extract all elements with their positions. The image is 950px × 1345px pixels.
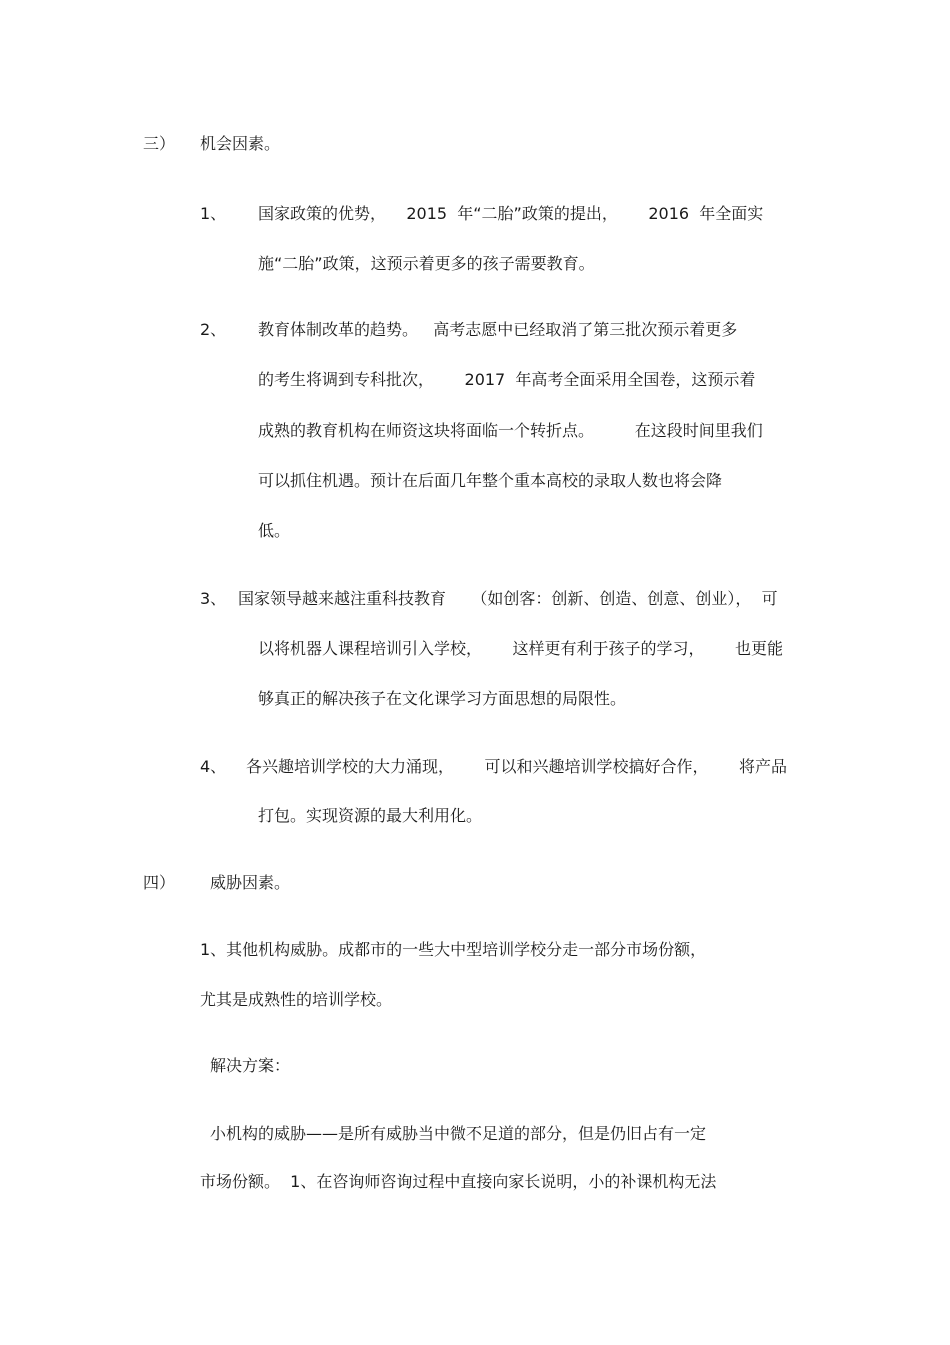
item-1-number: 1、 [200, 204, 227, 223]
item-3-line-3: 够真正的解决孩子在文化课学习方面思想的局限性。 [258, 689, 627, 708]
item-2-line-5: 低。 [258, 521, 291, 540]
section-4-number: 四） [143, 873, 176, 892]
item-1-line-2: 施“二胎”政策，这预示着更多的孩子需要教育。 [258, 254, 595, 273]
item-2-line-3: 成熟的教育机构在师资这块将面临一个转折点。 在这段时间里我们 [258, 421, 763, 440]
section-3-number: 三） [143, 134, 176, 153]
item-3-line-2: 以将机器人课程培训引入学校， 这样更有利于孩子的学习， 也更能 [258, 639, 784, 658]
section-4-title: 威胁因素。 [210, 873, 291, 892]
item-2-line-2: 的考生将调到专科批次， 2017 年高考全面采用全国卷，这预示着 [258, 370, 756, 389]
item-3-line-1: 国家领导越来越注重科技教育 （如创客：创新、创造、创意、创业）， 可 [238, 589, 778, 608]
solution-label: 解决方案： [210, 1056, 291, 1075]
item-1-line-1: 国家政策的优势， 2015 年“二胎”政策的提出， 2016 年全面实 [258, 204, 764, 223]
item-4-number: 4、 [200, 757, 227, 776]
item-2-line-4: 可以抓住机遇。预计在后面几年整个重本高校的录取人数也将会降 [258, 471, 723, 490]
item-3-number: 3、 [200, 589, 227, 608]
threat-paragraph-line-1: 1、其他机构威胁。成都市的一些大中型培训学校分走一部分市场份额， [200, 940, 707, 959]
small-institution-line-2: 市场份额。 1、在咨询师咨询过程中直接向家长说明，小的补课机构无法 [200, 1172, 717, 1191]
item-4-line-1: 各兴趣培训学校的大力涌现， 可以和兴趣培训学校搞好合作， 将产品 [246, 757, 788, 776]
item-2-number: 2、 [200, 320, 227, 339]
threat-paragraph-line-2: 尤其是成熟性的培训学校。 [200, 990, 393, 1009]
small-institution-line-1: 小机构的威胁——是所有威胁当中微不足道的部分，但是仍旧占有一定 [210, 1124, 707, 1143]
section-3-title: 机会因素。 [200, 134, 281, 153]
item-2-line-1: 教育体制改革的趋势。 高考志愿中已经取消了第三批次预示着更多 [258, 320, 738, 339]
item-4-line-2: 打包。实现资源的最大利用化。 [258, 806, 483, 825]
